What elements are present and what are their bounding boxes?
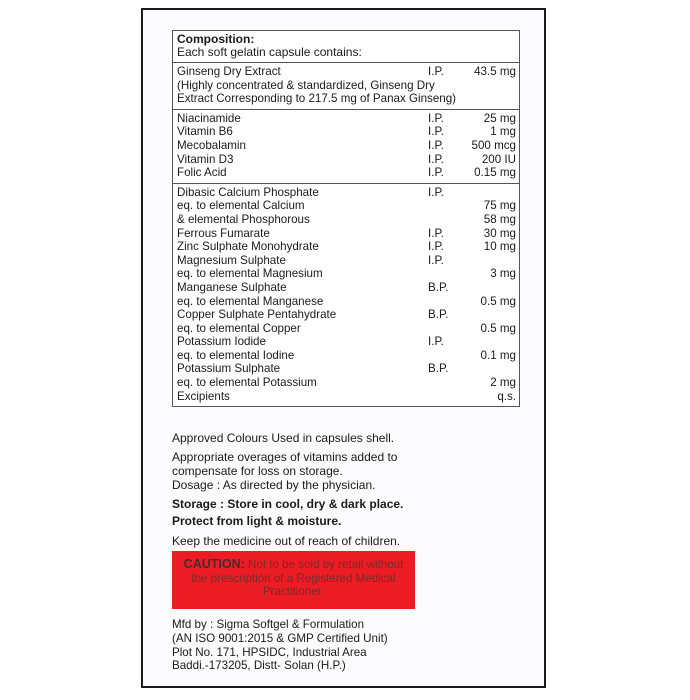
ingredient-standard xyxy=(428,349,468,363)
ingredient-standard: I.P. xyxy=(428,125,444,139)
ingredient-quantity xyxy=(468,254,516,268)
manufacturer-line-1: Mfd by : Sigma Softgel & Formulation xyxy=(172,618,365,631)
ingredient-quantity: 0.1 mg xyxy=(480,348,516,362)
ingredient-quantity: 30 mg xyxy=(483,226,516,240)
ingredient-name: Potassium Sulphate xyxy=(177,362,281,376)
ingredient-standard xyxy=(428,376,468,390)
ingredient-quantity xyxy=(468,281,516,295)
children-note: Keep the medicine out of reach of children. xyxy=(172,534,401,548)
ingredient-name: eq. to elemental Copper xyxy=(177,321,301,335)
overages-note-1: Appropriate overages of vitamins added to xyxy=(172,450,398,464)
ingredient-standard xyxy=(428,295,468,309)
ingredient-standard xyxy=(428,199,468,213)
table-row xyxy=(177,125,516,139)
ingredient-name: Copper Sulphate Pentahydrate xyxy=(177,308,337,322)
ingredient-quantity xyxy=(468,186,516,200)
table-row xyxy=(177,240,516,254)
ingredient-standard: I.P. xyxy=(428,166,444,180)
ingredient-standard: B.P. xyxy=(428,362,449,376)
composition-title: Composition: xyxy=(177,32,255,46)
ingredient-name: Mecobalamin xyxy=(177,138,246,152)
composition-table xyxy=(172,30,520,407)
caution-text-2: the prescription of a Registered Medical xyxy=(191,571,396,585)
ingredient-quantity: 1 mg xyxy=(490,125,516,139)
ingredient-name: Manganese Sulphate xyxy=(177,280,287,294)
ingredient-standard: I.P. xyxy=(428,185,444,199)
ingredient-standard: I.P. xyxy=(428,152,444,166)
ingredient-standard xyxy=(428,390,468,404)
table-row xyxy=(177,362,516,376)
ginseng-note-2: Extract Corresponding to 217.5 mg of Panax Ginseng) xyxy=(177,92,457,106)
ingredient-quantity: 25 mg xyxy=(483,111,516,125)
caution-text-3: Practitioner. xyxy=(262,585,325,598)
composition-subtitle: Each soft gelatin capsule contains: xyxy=(177,45,362,59)
ingredient-name: Excipients xyxy=(177,389,230,403)
ingredient-quantity: 0.5 mg xyxy=(480,294,516,308)
ingredient-quantity: 75 mg xyxy=(483,199,516,213)
table-row xyxy=(177,308,516,322)
overages-note-2: compensate for loss on storage. xyxy=(172,464,343,478)
table-row xyxy=(177,281,516,295)
ginseng-note-1: (Highly concentrated & standardized, Ginseng Dry xyxy=(177,78,435,92)
ingredient-quantity: 500 mcg xyxy=(471,138,516,152)
ingredient-name: eq. to elemental Calcium xyxy=(177,199,305,213)
ingredient-standard: B.P. xyxy=(428,280,449,294)
ingredient-quantity: 3 mg xyxy=(490,267,516,281)
ingredient-name: Folic Acid xyxy=(177,166,227,180)
ingredient-quantity: 200 IU xyxy=(481,152,516,166)
caution-label: CAUTION: xyxy=(183,557,245,571)
ingredient-quantity xyxy=(468,335,516,349)
manufacturer-line-4: Baddi.-173205, Distt- Solan (H.P.) xyxy=(172,659,346,673)
ginseng-section xyxy=(173,63,519,110)
ingredient-name: Vitamin B6 xyxy=(177,125,233,139)
table-row xyxy=(177,65,516,79)
ingredient-name: Dibasic Calcium Phosphate xyxy=(177,185,319,199)
table-row xyxy=(177,199,516,213)
ingredient-quantity xyxy=(468,362,516,376)
caution-box xyxy=(172,551,415,609)
ingredient-name: Ginseng Dry Extract xyxy=(177,65,281,78)
manufacturer-info xyxy=(172,618,512,673)
ingredient-standard xyxy=(428,267,468,281)
composition-header xyxy=(173,31,519,63)
ingredient-quantity: 0.5 mg xyxy=(480,321,516,335)
table-row xyxy=(177,166,516,180)
ingredient-standard: I.P. xyxy=(428,240,444,254)
manufacturer-line-2: (AN ISO 9001:2015 & GMP Certified Unit) xyxy=(172,631,388,645)
table-row xyxy=(177,295,516,309)
table-row xyxy=(177,267,516,281)
table-row xyxy=(177,335,516,349)
ingredient-standard: I.P. xyxy=(428,335,444,349)
ingredient-standard: I.P. xyxy=(428,65,444,78)
table-row xyxy=(177,227,516,241)
protect-note: Protect from light & moisture. xyxy=(172,514,342,528)
ingredient-name: Potassium Iodide xyxy=(177,335,266,349)
ingredient-name: eq. to elemental Iodine xyxy=(177,348,295,362)
ingredient-quantity: 10 mg xyxy=(483,240,516,254)
ingredient-name: & elemental Phosphorous xyxy=(177,212,310,226)
ingredient-name: eq. to elemental Potassium xyxy=(177,376,317,390)
manufacturer-line-3: Plot No. 171, HPSIDC, Industrial Area xyxy=(172,645,367,659)
table-row xyxy=(177,139,516,153)
ingredient-quantity: 58 mg xyxy=(483,212,516,226)
ingredient-name: eq. to elemental Manganese xyxy=(177,294,324,308)
ingredient-name: Vitamin D3 xyxy=(177,152,234,166)
ingredient-standard: I.P. xyxy=(428,111,444,125)
table-row xyxy=(177,186,516,200)
colours-note: Approved Colours Used in capsules shell. xyxy=(172,431,395,445)
ingredient-standard: I.P. xyxy=(428,138,444,152)
table-row xyxy=(177,322,516,336)
ingredient-quantity: q.s. xyxy=(497,389,516,403)
table-row xyxy=(177,390,516,404)
ingredient-quantity: 0.15 mg xyxy=(474,166,516,180)
ingredient-name: Magnesium Sulphate xyxy=(177,253,286,267)
dosage-note: Dosage : As directed by the physician. xyxy=(172,478,376,492)
minerals-section xyxy=(173,184,519,407)
ingredient-standard xyxy=(428,213,468,227)
ingredient-name: Niacinamide xyxy=(177,111,241,125)
ingredient-name: eq. to elemental Magnesium xyxy=(177,267,323,281)
table-row xyxy=(177,112,516,126)
ingredient-standard: I.P. xyxy=(428,226,444,240)
ingredient-name: Zinc Sulphate Monohydrate xyxy=(177,240,319,254)
storage-note: Storage : Store in cool, dry & dark place. xyxy=(172,497,404,511)
table-row xyxy=(177,213,516,227)
table-row xyxy=(177,376,516,390)
ingredient-standard xyxy=(428,322,468,336)
ingredient-quantity xyxy=(468,308,516,322)
ingredient-standard: I.P. xyxy=(428,253,444,267)
table-row xyxy=(177,254,516,268)
ingredient-name: Ferrous Fumarate xyxy=(177,226,270,240)
vitamins-section xyxy=(173,110,519,184)
label-panel xyxy=(141,8,546,688)
notes xyxy=(172,426,532,548)
ingredient-standard: B.P. xyxy=(428,308,449,322)
table-row xyxy=(177,349,516,363)
ingredient-quantity: 43.5 mg xyxy=(474,65,516,78)
caution-text-1: Not to be sold by retail without xyxy=(244,558,404,571)
table-row xyxy=(177,153,516,167)
ingredient-quantity: 2 mg xyxy=(490,376,516,390)
